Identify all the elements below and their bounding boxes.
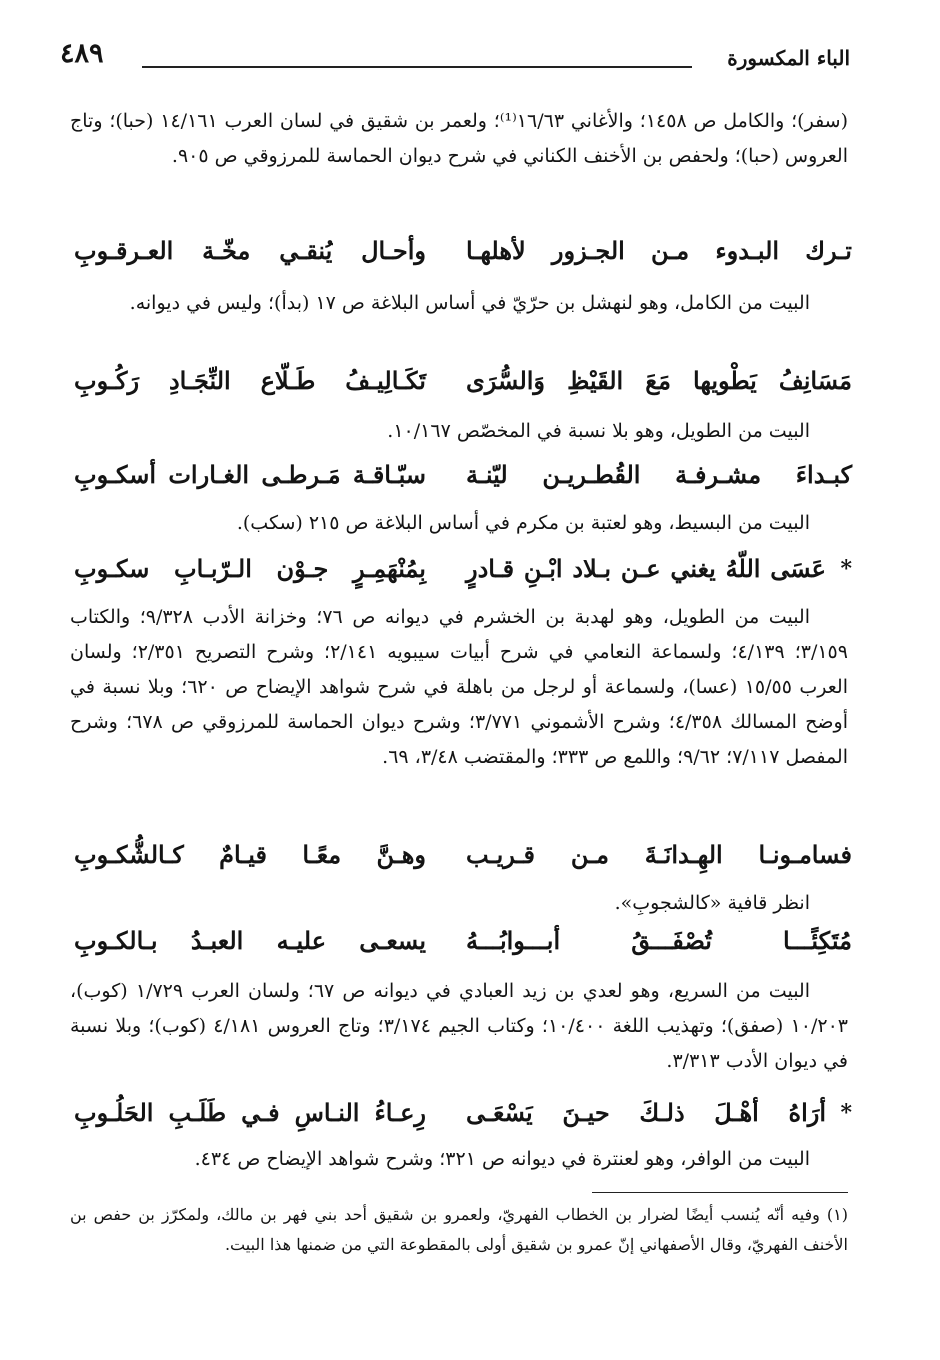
verse-second-hemistich: رِعـاءُ النـاسِ فـي طَلَـبِ الحَلُـوبِ [74, 1098, 426, 1127]
asterisk-marker: * [840, 556, 852, 582]
chapter-title: الباء المكسورة [727, 46, 850, 70]
verse-first-hemistich: فسامـونـا الهِـدانَـةَ مـن قـريـب [466, 840, 852, 869]
citation-paragraph: البيت من الطويل، وهو بلا نسبة في المخصّص ١٠/١٦٧. [387, 420, 810, 442]
page-number: ٤٨٩ [60, 38, 104, 69]
footnote-text: وفيه أنّه يُنسب أيضًا لضرار بن الخطاب الفهريّ، ولعمرو بن شقيق أحد بني فهر بن مالك، ولمكرّز بن حفص بن الأخنف الفهريّ، وقال الأصفهاني إنّ عمرو بن شقيق أولى بالمقطوعة التي من ضمنها هذا البيت. [70, 1205, 848, 1254]
citation-paragraph: البيت من السريع، وهو لعدي بن زيد العبادي في ديوانه ص ٦٧؛ ولسان العرب ١/٧٢٩ (كوب)، ١٠/٢٠٣ (صفق)؛ وتهذيب اللغة ١٠/٤٠٠؛ وكتاب الجيم ٣/١٧٤؛ وتاج العروس ٤/١٨١ (كوب)؛ وبلا نسبة في ديوان الأدب ٣/٣١٣. [70, 980, 848, 1072]
verse-line [62, 836, 852, 882]
verse-line [62, 362, 852, 408]
verse-line [62, 456, 852, 502]
footnote [70, 1200, 848, 1260]
verse-line [62, 922, 852, 968]
citation-paragraph: (سفر)؛ والكامل ص ١٤٥٨؛ والأغاني ١٦/٦٣⁽¹⁾؛ ولعمر بن شقيق في لسان العرب ١٤/١٦١ (حبا)؛ وتاج العروس (حبا)؛ ولحفص بن الأخنف الكناني في شرح ديوان الحماسة للمرزوقي ص ٩٠٥. [70, 110, 849, 167]
verse-second-hemistich: وأحـال يُنقـي مخّـة العـرقـوبِ [74, 236, 426, 265]
footnote-rule [592, 1192, 848, 1193]
verse-line [62, 550, 852, 596]
verse-first-hemistich: تـرك البـدوء مـن الجـزور لأهلهـا [466, 236, 852, 265]
citation-paragraph: البيت من الطويل، وهو لهدبة بن الخشرم في ديوانه ص ٧٦؛ وخزانة الأدب ٩/٣٢٨؛ والكتاب ٣/١٥٩؛ ٤/١٣٩؛ ولسماعة النعامي في شرح أبيات سيبويه ٢/١٤١؛ وشرح التصريح ٢/٣٥١؛ ولسان العرب ١٥/٥٥ (عسا)، ولسماعة أو لرجل من باهلة في شرح شواهد الإيضاح ص ٦٢٠؛ وبلا نسبة في أوضح المسالك ٤/٣٥٨؛ وشرح الأشموني ٣/٧٧١؛ وشرح ديوان الحماسة للمرزوقي ص ٦٧٨؛ وشرح المفصل ٧/١١٧؛ ٩/٦٢؛ واللمع ص ٣٣٣؛ والمقتضب ٣/٤٨، ٦٩. [70, 606, 848, 768]
verse-first-hemistich: مُتَكِئًـــا تُصْفَـــقُ أبـــوابُـــهُ [466, 926, 852, 955]
header-rule [142, 66, 692, 68]
verse-first-hemistich: عَسَى اللّهُ يغني عـن بـلاد ابْـنِ قـادرٍ [466, 554, 826, 583]
verse-second-hemistich: تَكَـالِيـفُ طَـلّاع النِّجَـادِ رَكُـوبِ [74, 366, 426, 395]
verse-second-hemistich: سبّـاقـة مَـرطـى الغـارات أسكـوبِ [74, 460, 426, 489]
verse-second-hemistich: يسعـى عليـه العبـدُ بـالكـوبِ [74, 926, 426, 955]
footnote-marker: (١) [826, 1205, 848, 1224]
verse-first-hemistich: كبـداءَ مشـرفـة القُطـريـن ليّنـة [466, 460, 852, 489]
verse-second-hemistich: بِمُنْهَمِـرٍ جـوْن الـرّبـابِ سكـوبِ [74, 554, 426, 583]
citation-paragraph: البيت من الكامل، وهو لنهشل بن حرّيّ في أساس البلاغة ص ١٧ (بدأ)؛ وليس في ديوانه. [129, 292, 810, 314]
asterisk-marker: * [840, 1100, 852, 1126]
verse-line [62, 1094, 852, 1140]
verse-first-hemistich: أرَاهُ أهْـلَ ذلـكَ حيـنَ يَسْعَـى [466, 1098, 826, 1127]
citation-paragraph: البيت من الوافر، وهو لعنترة في ديوانه ص ٣٢١؛ وشرح شواهد الإيضاح ص ٤٣٤. [194, 1148, 810, 1170]
verse-line [62, 232, 852, 278]
running-header [60, 36, 850, 76]
verse-first-hemistich: مَسَانِفُ يَطْويها مَعَ القَيْظِ وَالسُّرَى [466, 366, 852, 395]
citation-paragraph: البيت من البسيط، وهو لعتبة بن مكرم في أساس البلاغة ص ٢١٥ (سكب). [236, 512, 810, 534]
citation-paragraph: انظر قافية «كالشجوبِ». [614, 892, 810, 914]
verse-second-hemistich: وهـنَّ معًـا قيـامٌ كـالشُّكـوبِ [74, 840, 426, 869]
